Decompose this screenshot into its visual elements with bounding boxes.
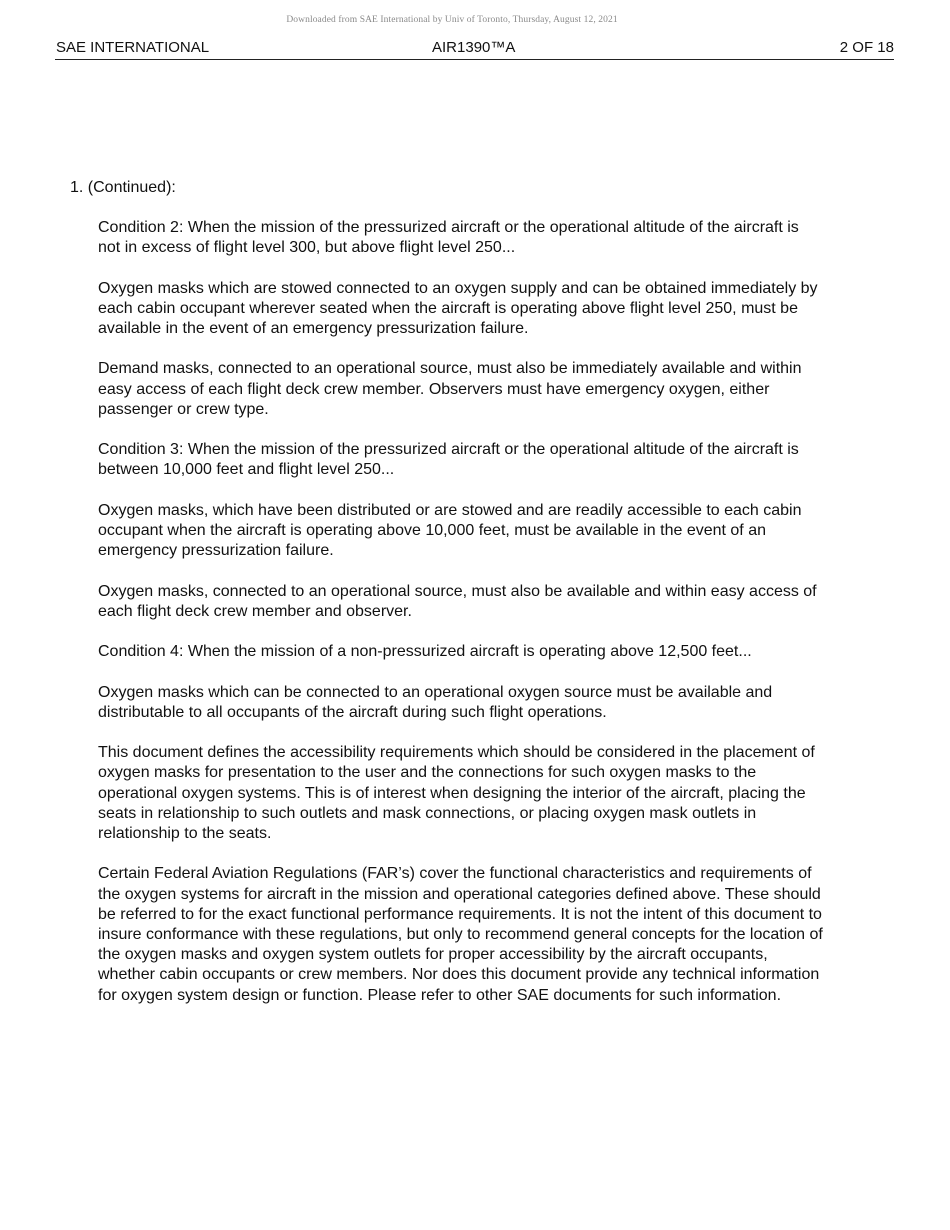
header-page-number: 2 OF 18 <box>839 39 894 56</box>
header-organization: SAE INTERNATIONAL <box>56 39 210 56</box>
paragraph-condition-2: Condition 2: When the mission of the pressurized aircraft or the operational altitude of the aircraft is not in excess of flight level 300, but above flight level 250... <box>98 219 799 257</box>
download-watermark: Downloaded from SAE International by Univ of Toronto, Thursday, August 12, 2021 <box>286 15 618 25</box>
paragraph: This document defines the accessibility requirements which should be considered in the placement of oxygen masks for presentation to the user and the connections for such oxygen masks to the operational oxygen systems. This is of interest when designing the interior of the aircraft, placing the seats in relationship to such outlets and mask connections, or placing oxygen mask outlets in relationship to the seats. <box>98 744 815 842</box>
paragraph: Oxygen masks which are stowed connected to an oxygen supply and can be obtained immediately by each cabin occupant wherever seated when the aircraft is operating above flight level 250, must be available in the event of an emergency pressurization failure. <box>98 279 818 337</box>
paragraph: Oxygen masks, connected to an operational source, must also be available and within easy access of each flight deck crew member and observer. <box>98 582 817 620</box>
section-heading: 1. (Continued): <box>70 179 176 196</box>
paragraph: Oxygen masks, which have been distributed or are stowed and are readily accessible to each cabin occupant when the aircraft is operating above 10,000 feet, must be available in the event of an emergency pressurization failure. <box>98 501 802 560</box>
document-body <box>98 218 868 1026</box>
paragraph: Certain Federal Aviation Regulations (FAR’s) cover the functional characteristics and requirements of the oxygen systems for aircraft in the mission and operational categories defined above. These should be referred to for the exact functional performance requirements. It is not the intent of this document to insure conformance with these regulations, but only to recommend general concepts for the location of the oxygen masks and oxygen system outlets for proper accessibility by the aircraft occupants, whether cabin occupants or crew members. Nor does this document provide any technical information for oxygen system design or function. Please refer to other SAE documents for such information. <box>98 865 823 1004</box>
paragraph: Demand masks, connected to an operational source, must also be immediately available and within easy access of each flight deck crew member. Observers must have emergency oxygen, either passenger or crew type. <box>98 360 802 418</box>
paragraph-condition-4: Condition 4: When the mission of a non-pressurized aircraft is operating above 12,500 feet... <box>98 643 752 661</box>
header-document-id: AIR1390™A <box>432 39 516 56</box>
page-header <box>55 38 894 60</box>
paragraph-condition-3: Condition 3: When the mission of the pressurized aircraft or the operational altitude of the aircraft is between 10,000 feet and flight level 250... <box>98 441 799 479</box>
paragraph: Oxygen masks which can be connected to an operational oxygen source must be available and distributable to all occupants of the aircraft during such flight operations. <box>98 683 773 721</box>
